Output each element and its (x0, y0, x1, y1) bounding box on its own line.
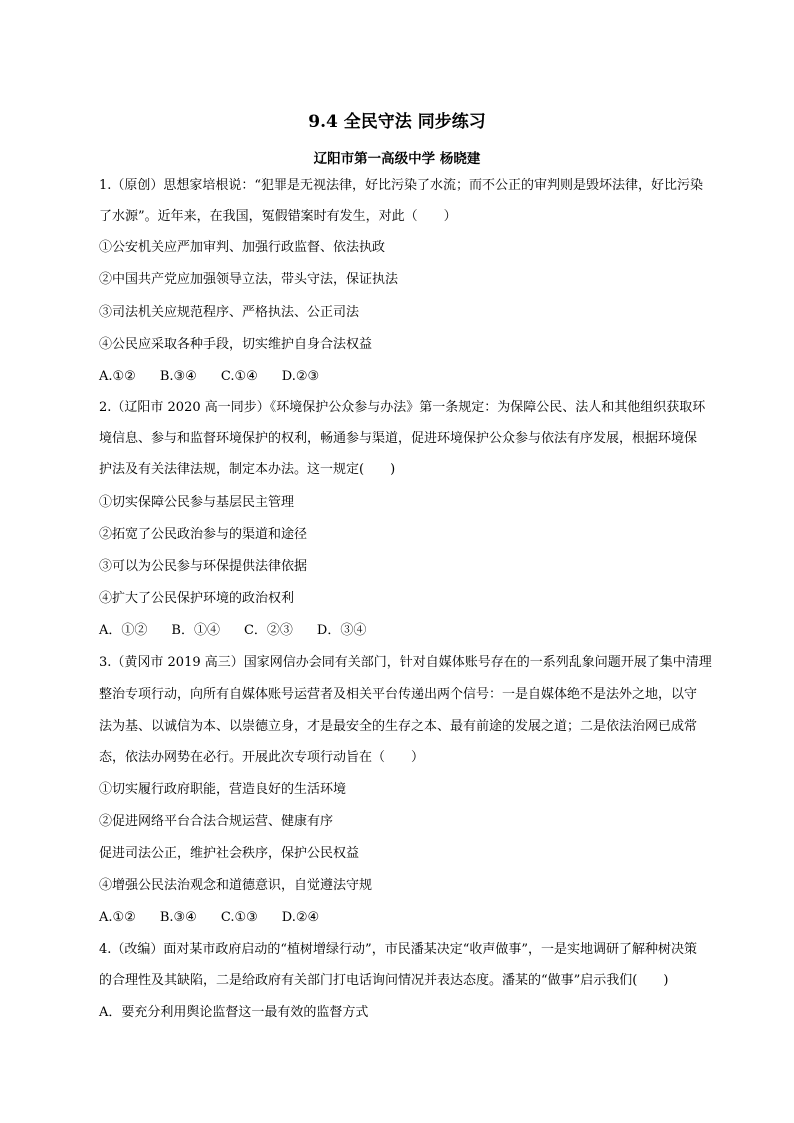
question-option: A．要充分利用舆论监督这一最有效的监督方式 (99, 1005, 369, 1020)
question-stem-line: 4.（改编）面对某市政府启动的“植树增绿行动”，市民潘某决定“收声做事”，一是实地调研了解种树决策 (99, 942, 697, 957)
question-option: ②拓宽了公民政治参与的渠道和途径 (99, 527, 308, 542)
answer-choices (99, 910, 343, 926)
answer-choice: B．①④ (171, 623, 220, 638)
answer-choice: D.②③ (281, 369, 320, 384)
question-option: ①公安机关应严加审判、加强行政监督、依法执政 (99, 240, 386, 255)
question-option: ④公民应采取各种手段，切实维护自身合法权益 (99, 337, 373, 352)
answer-choice: C.①③ (220, 910, 258, 925)
question-stem-line: 法为基、以诚信为本、以崇德立身，才是最安全的生存之本、最有前途的发展之道；二是依法治网已成常 (99, 719, 698, 734)
question-option: ③可以为公民参与环保提供法律依据 (99, 559, 308, 574)
question-option: ①切实保障公民参与基层民主管理 (99, 495, 295, 510)
question-stem-line: 2.（辽阳市 2020 高一同步）《环境保护公众参与办法》第一条规定：为保障公民、法人和其他组织获取环 (99, 400, 706, 415)
question-stem-line: 的合理性及其缺陷，二是给政府有关部门打电话询问情况并表达态度。潘某的“做事”启示我们( ) (99, 973, 669, 988)
answer-choice: D.②④ (281, 910, 320, 925)
question-option: ③司法机关应规范程序、严格执法、公正司法 (99, 305, 360, 320)
answer-choice: A．①② (99, 623, 148, 638)
question-option: 促进司法公正，维护社会秩序，保护公民权益 (99, 846, 360, 861)
answer-choice: B.③④ (159, 910, 197, 925)
question-option: ②中国共产党应加强领导立法，带头守法，保证执法 (99, 272, 399, 287)
question-stem-line: 3.（黄冈市 2019 高三）国家网信办会同有关部门，针对自媒体账号存在的一系列乱象问题开展了集中清理 (99, 655, 712, 670)
answer-choices (99, 369, 343, 385)
question-option: ①切实履行政府职能，营造良好的生活环境 (99, 782, 347, 797)
question-stem-line: 态，依法办网势在必行。开展此次专项行动旨在（ ） (99, 750, 425, 765)
question-option: ④扩大了公民保护环境的政治权利 (99, 591, 295, 606)
answer-choice: C．②③ (243, 623, 293, 638)
question-stem-line: 了水源”。近年来，在我国，冤假错案时有发生，对此（ ） (99, 209, 457, 224)
question-stem-line: 护法及有关法律法规，制定本办法。这一规定( ) (99, 462, 396, 477)
question-stem-line: 整治专项行动，向所有自媒体账号运营者及相关平台传递出两个信号：一是自媒体绝不是法外之地，以守 (99, 687, 698, 702)
answer-choices (99, 623, 390, 639)
question-stem-line: 境信息、参与和监督环境保护的权利，畅通参与渠道，促进环境保护公众参与依法有序发展，根据环境保 (99, 431, 698, 446)
answer-choice: A.①② (99, 369, 136, 384)
answer-choice: C.①④ (220, 369, 258, 384)
answer-choice: D．③④ (316, 623, 367, 638)
question-option: ②促进网络平台合法合规运营、健康有序 (99, 814, 334, 829)
answer-choice: B.③④ (159, 369, 197, 384)
answer-choice: A.①② (99, 910, 136, 925)
question-option: ④增强公民法治观念和道德意识，自觉遵法守规 (99, 878, 373, 893)
author-subtitle: 辽阳市第一高级中学 杨晓建 (313, 151, 481, 167)
page-title: 9.4 全民守法 同步练习 (308, 112, 486, 132)
question-stem-line: 1.（原创）思想家培根说：“犯罪是无视法律，好比污染了水流；而不公正的审判则是毁坏法律，好比污染 (99, 178, 704, 193)
